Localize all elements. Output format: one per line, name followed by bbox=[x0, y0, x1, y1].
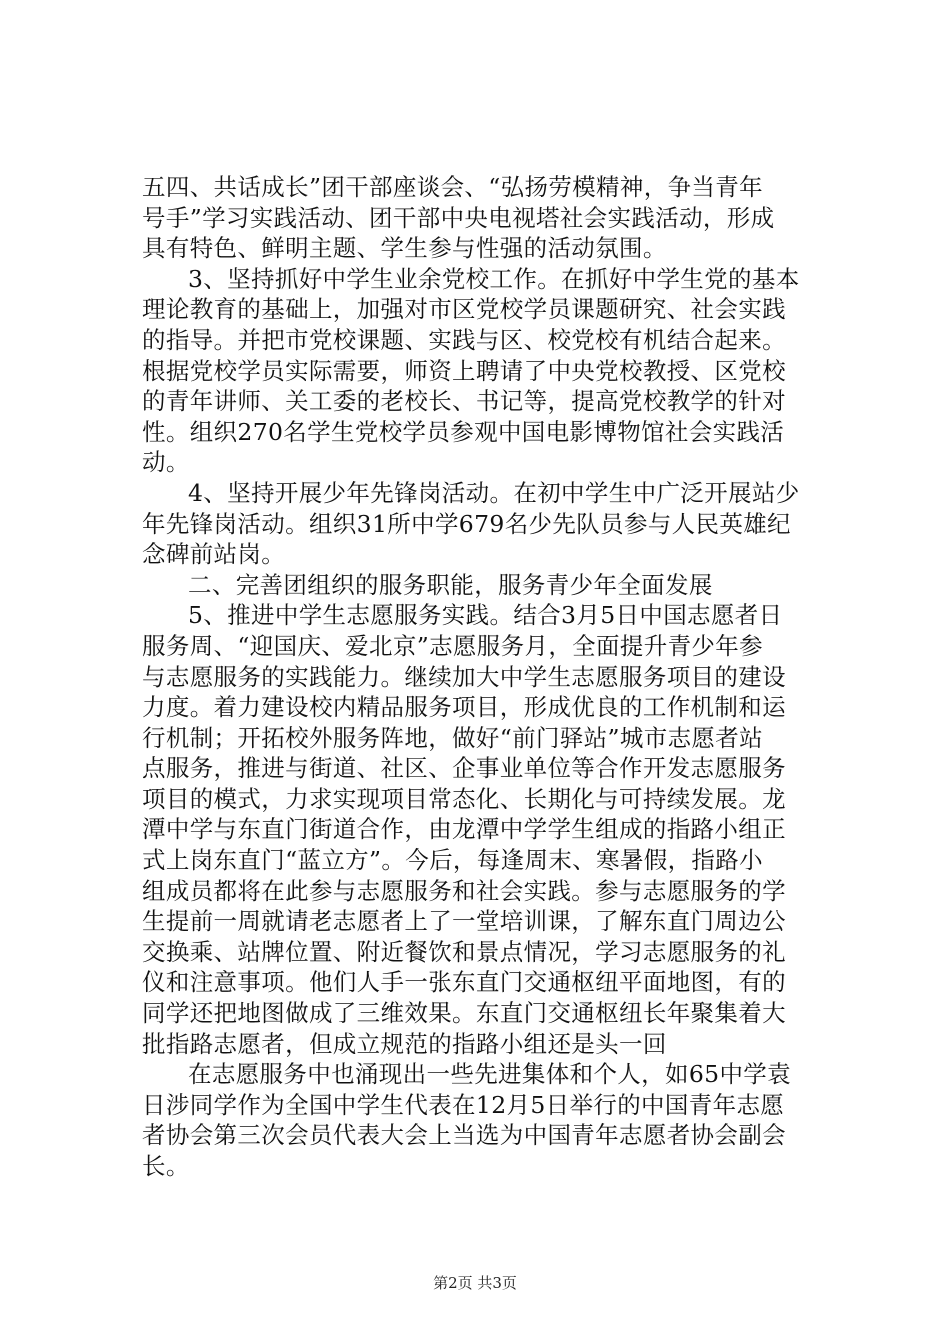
text-line: 的指导。并把市党校课题、实践与区、校党校有机结合起来。 bbox=[142, 325, 786, 354]
text-line: 式上岗东直门“蓝立方”。今后，每逢周末、寒暑假，指路小 bbox=[142, 846, 763, 875]
text-line: 具有特色、鲜明主题、学生参与性强的活动氛围。 bbox=[142, 234, 667, 263]
text-line: 3、坚持抓好中学生业余党校工作。在抓好中学生党的基本 bbox=[188, 264, 800, 293]
text-line: 与志愿服务的实践能力。继续加大中学生志愿服务项目的建设 bbox=[142, 662, 786, 691]
text-line: 4、坚持开展少年先锋岗活动。在初中学生中广泛开展站少 bbox=[188, 478, 800, 507]
text-line: 服务周、“迎国庆、爱北京”志愿服务月，全面提升青少年参 bbox=[142, 631, 763, 660]
text-line: 性。组织270名学生党校学员参观中国电影博物馆社会实践活 bbox=[142, 417, 785, 446]
text-line: 者协会第三次会员代表大会上当选为中国青年志愿者协会副会 bbox=[142, 1121, 786, 1150]
text-line: 潭中学与东直门街道合作，由龙潭中学学生组成的指路小组正 bbox=[142, 815, 786, 844]
text-line: 年先锋岗活动。组织31所中学679名少先队员参与人民英雄纪 bbox=[142, 509, 791, 538]
text-line: 批指路志愿者，但成立规范的指路小组还是头一回 bbox=[142, 1029, 667, 1058]
text-line: 生提前一周就请老志愿者上了一堂培训课，了解东直门周边公 bbox=[142, 907, 786, 936]
text-line: 组成员都将在此参与志愿服务和社会实践。参与志愿服务的学 bbox=[142, 876, 786, 905]
text-line: 长。 bbox=[142, 1152, 190, 1180]
body-text bbox=[142, 172, 814, 1182]
text-line: 仪和注意事项。他们人手一张东直门交通枢纽平面地图，有的 bbox=[142, 968, 786, 997]
text-line: 理论教育的基础上，加强对市区党校学员课题研究、社会实践 bbox=[142, 295, 786, 324]
text-line: 在志愿服务中也涌现出一些先进集体和个人，如65中学袁 bbox=[188, 1060, 792, 1089]
text-line: 行机制；开拓校外服务阵地，做好“前门驿站”城市志愿者站 bbox=[142, 723, 763, 752]
text-line: 二、完善团组织的服务职能，服务青少年全面发展 bbox=[188, 570, 713, 599]
text-line: 念碑前站岗。 bbox=[142, 540, 286, 569]
text-line: 号手”学习实践活动、团干部中央电视塔社会实践活动，形成 bbox=[142, 203, 775, 232]
text-line: 力度。着力建设校内精品服务项目，形成优良的工作机制和运 bbox=[142, 693, 786, 722]
text-line: 项目的模式，力求实现项目常态化、长期化与可持续发展。龙 bbox=[142, 784, 786, 813]
text-line: 同学还把地图做成了三维效果。东直门交通枢纽长年聚集着大 bbox=[142, 999, 786, 1028]
text-line: 日涉同学作为全国中学生代表在12月5日举行的中国青年志愿 bbox=[142, 1090, 785, 1119]
text-line: 5、推进中学生志愿服务实践。结合3月5日中国志愿者日 bbox=[188, 601, 783, 630]
page-footer: 第2页 共3页 bbox=[433, 1274, 517, 1292]
text-line: 根据党校学员实际需要，师资上聘请了中央党校教授、区党校 bbox=[142, 356, 786, 385]
text-line: 五四、共话成长”团干部座谈会、“弘扬劳模精神，争当青年 bbox=[142, 173, 763, 201]
text-line: 的青年讲师、关工委的老校长、书记等，提高党校教学的针对 bbox=[142, 387, 786, 416]
text-line: 动。 bbox=[142, 448, 190, 477]
text-line: 交换乘、站牌位置、附近餐饮和景点情况，学习志愿服务的礼 bbox=[142, 937, 786, 966]
text-line: 点服务，推进与街道、社区、企事业单位等合作开发志愿服务 bbox=[142, 754, 786, 783]
